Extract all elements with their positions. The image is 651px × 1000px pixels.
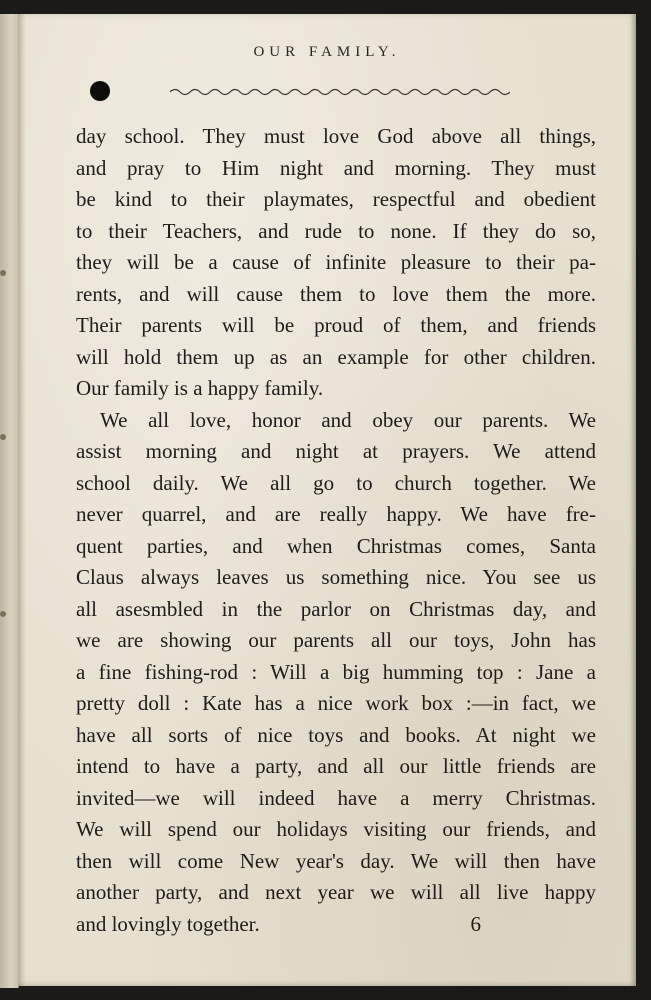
text-line: and pray to Him night and morning. They must (76, 155, 596, 180)
text-line: school daily. We all go to church together. We (76, 470, 596, 495)
text-line: rents, and will cause them to love them the more. (76, 281, 596, 306)
text-line: Claus always leaves us something nice. You see us (76, 565, 596, 589)
text-line: assist morning and night at prayers. We attend (76, 439, 596, 463)
text-line: pretty doll : Kate has a nice work box :—in fact, we (76, 691, 596, 715)
text-line: never quarrel, and are really happy. We have fre- (76, 502, 596, 526)
text-line: will hold them up as an example for other children. (76, 344, 596, 369)
paragraph-1 (76, 121, 596, 405)
edge-shadow (630, 14, 636, 986)
text-line: be kind to their playmates, respectful and obedient (76, 187, 596, 211)
running-head: OUR FAMILY. (253, 44, 401, 60)
binding-mark (0, 270, 6, 276)
text-line: and lovingly together. (76, 911, 260, 936)
text-line: all asesmbled in the parlor on Christmas day, and (76, 596, 596, 621)
text-line: another party, and next year we will all live happy (76, 880, 596, 904)
text-line: intend to have a party, and all our little friends are (76, 754, 596, 778)
text-line: Our family is a happy family. (76, 376, 324, 400)
text-line: Their parents will be proud of them, and friends (76, 313, 596, 337)
text-line: we are showing our parents all our toys, John has (76, 628, 596, 652)
page-paper (18, 14, 636, 986)
paragraph-2 (76, 405, 596, 941)
binding-mark (0, 434, 6, 440)
text-line: We all love, honor and obey our parents. We (100, 407, 596, 432)
closing-line (76, 909, 596, 941)
text-line: to their Teachers, and rude to none. If they do so, (76, 218, 596, 243)
text-line: day school. They must love God above all things, (76, 124, 596, 148)
body-text (76, 121, 596, 940)
binding-mark (0, 611, 6, 617)
page-number: 6 (470, 911, 481, 936)
text-line: have all sorts of nice toys and books. At night we (76, 722, 596, 747)
text-line: a fine fishing-rod : Will a big humming top : Jane a (76, 659, 596, 684)
previous-page-edge (0, 14, 19, 988)
wavy-rule-ornament (170, 82, 510, 102)
text-line: quent parties, and when Christmas comes, Santa (76, 533, 596, 558)
text-line: they will be a cause of infinite pleasure to their pa- (76, 250, 596, 274)
spine-shadow (18, 14, 26, 986)
text-line: invited—we will indeed have a merry Christmas. (76, 785, 596, 810)
binding-hole (90, 81, 110, 101)
text-line: then will come New year's day. We will then have (76, 848, 596, 873)
text-line: We will spend our holidays visiting our friends, and (76, 817, 596, 841)
